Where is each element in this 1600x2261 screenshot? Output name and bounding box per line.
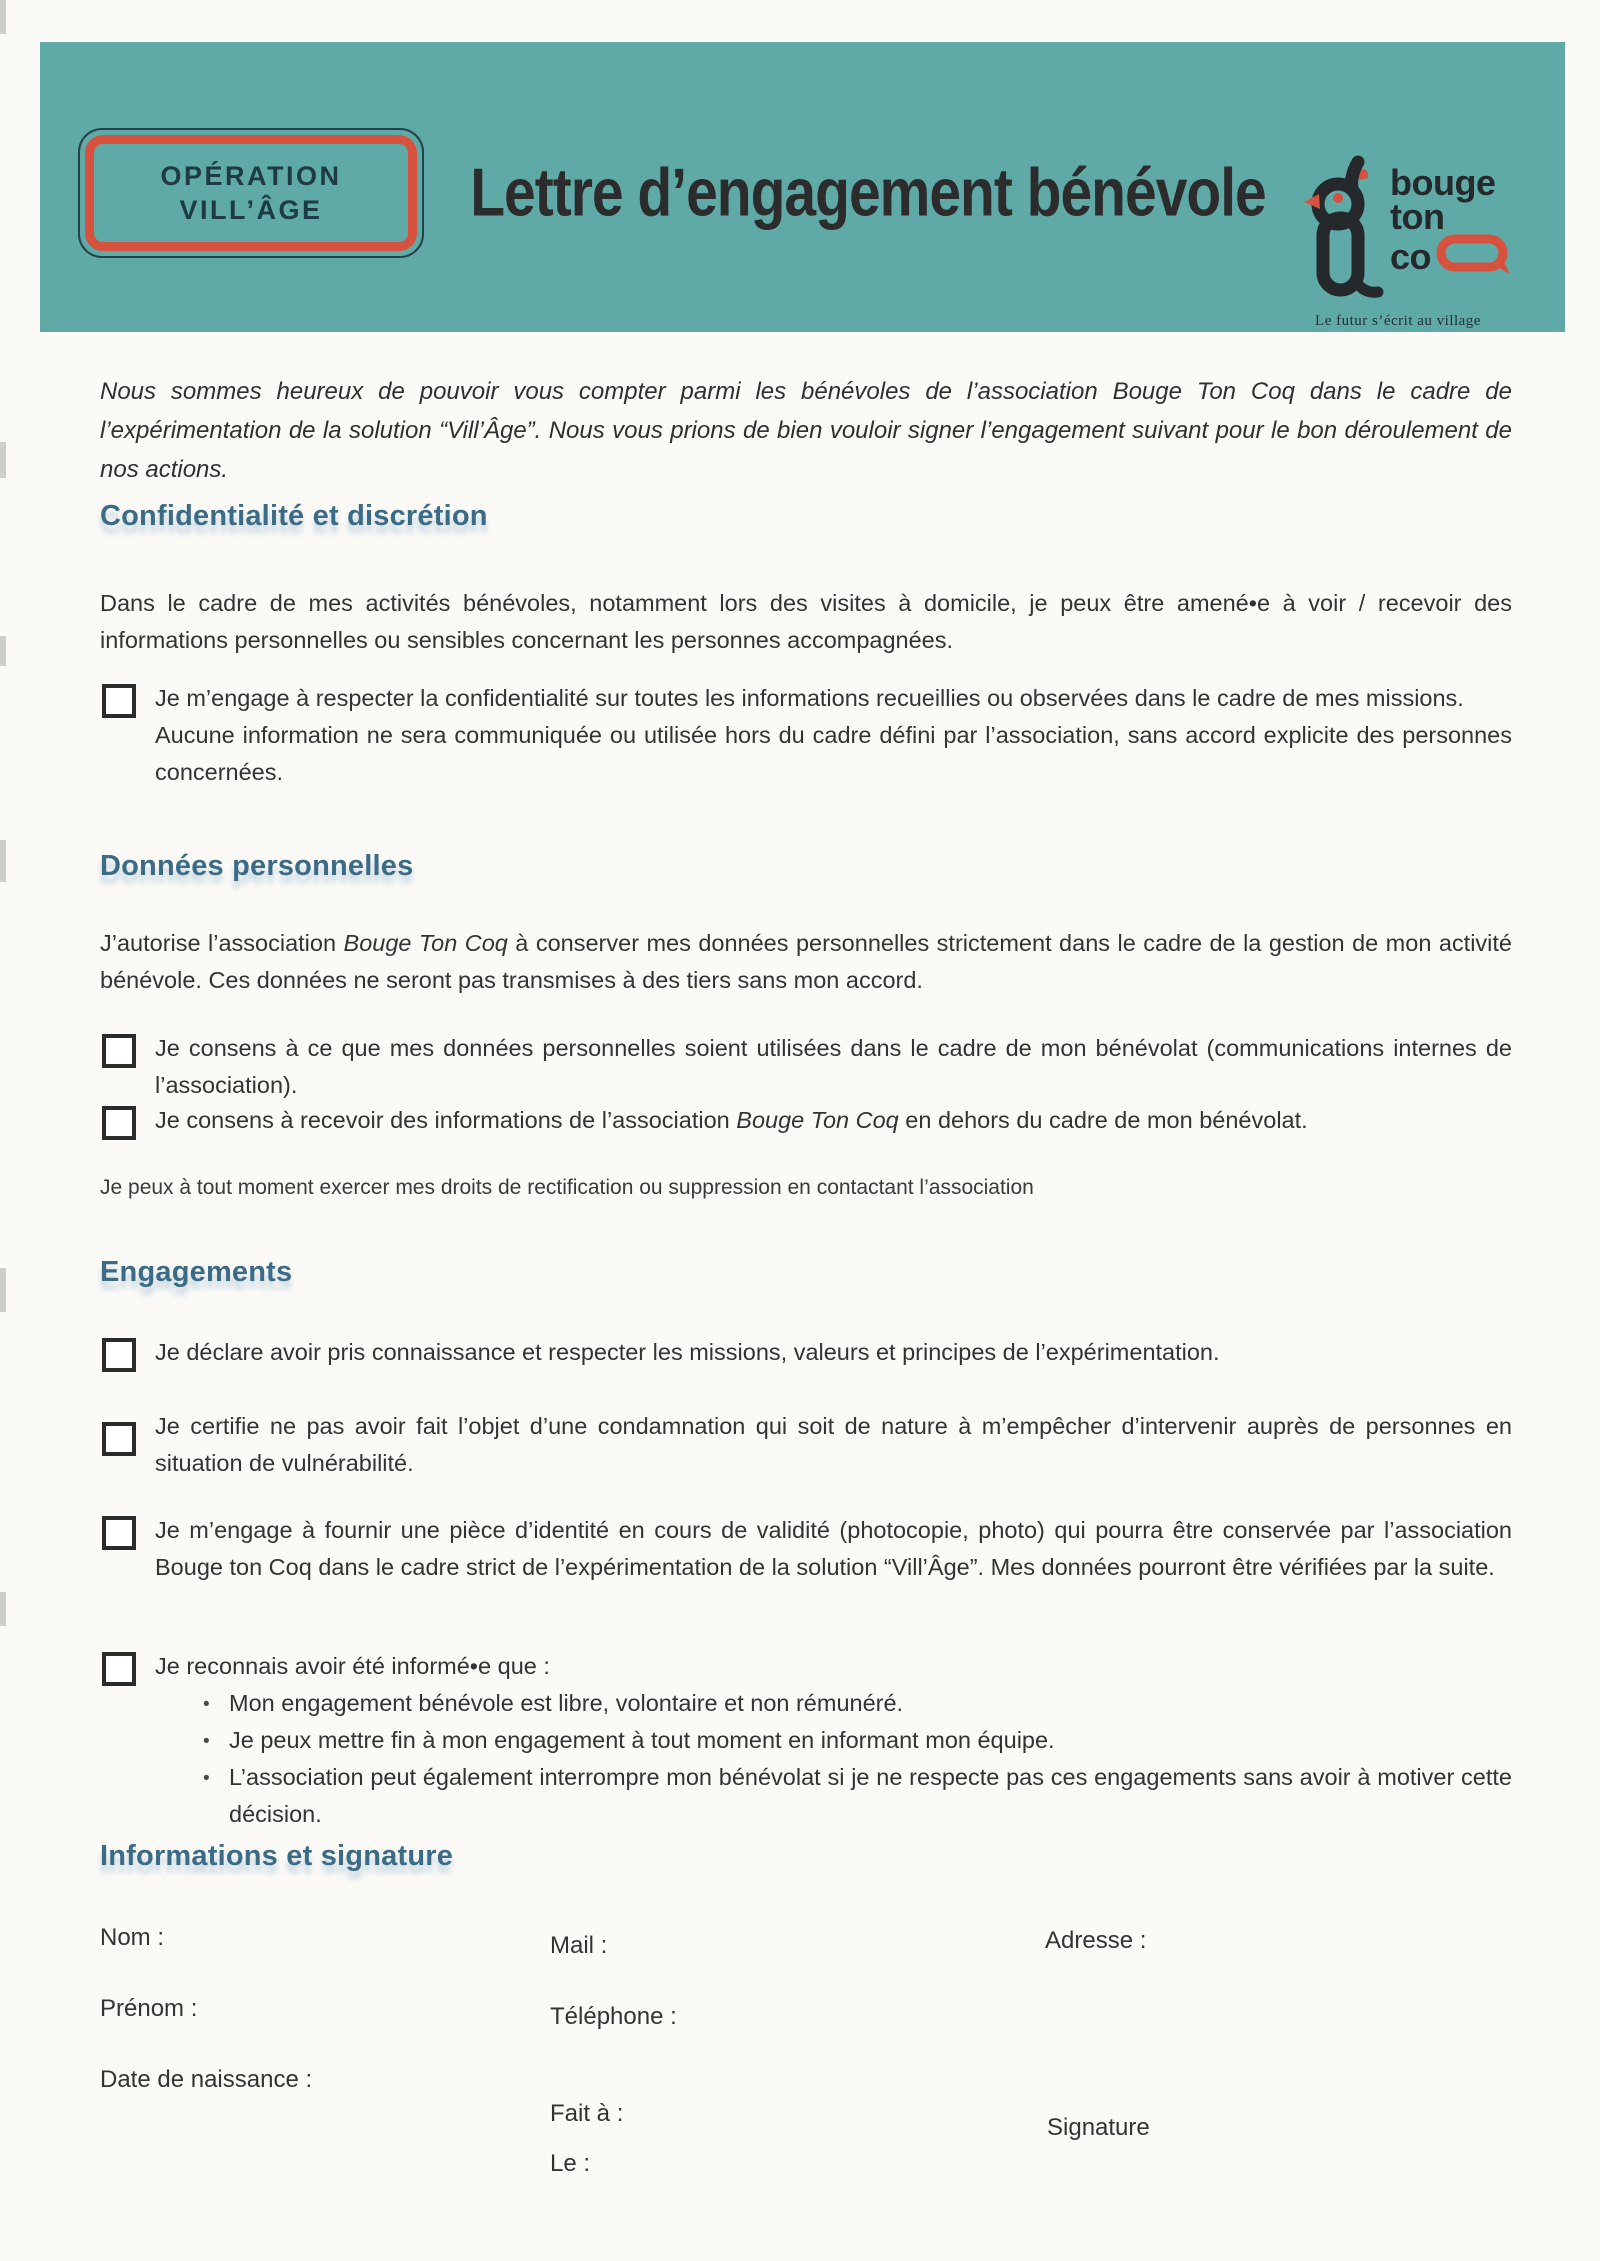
field-label-fait-a: Fait à : (550, 2100, 624, 2127)
checkbox[interactable] (102, 1422, 136, 1456)
checkbox-item-condamnation (102, 1408, 1512, 1482)
checkbox-label-part1: Je consens à recevoir des informations de l’association (155, 1107, 737, 1133)
donnees-paragraph-part1: J’autorise l’association (100, 930, 344, 956)
scan-artifact (0, 840, 6, 882)
brand-name: Bouge Ton Coq (343, 930, 508, 956)
field-label-mail: Mail : (550, 1932, 608, 1959)
scan-artifact (0, 1592, 6, 1626)
badge-frame (85, 135, 417, 251)
operation-village-badge (78, 128, 424, 258)
field-label-signature: Signature (1047, 2114, 1150, 2141)
checkbox-item-consentement-interne (102, 1030, 1512, 1104)
scan-artifact (0, 636, 6, 666)
checkbox[interactable] (102, 1338, 136, 1372)
checkbox[interactable] (102, 1106, 136, 1140)
confidentialite-paragraph: Dans le cadre de mes activités bénévoles, notamment lors des visites à domicile, je peux être amené•e à voir / recevoir des informations personnelles ou sensibles concernant les personnes accompagnées. (100, 590, 1512, 653)
checkbox-item-confidentialite (102, 680, 1512, 791)
checkbox-label: Je reconnais avoir été informé•e que : (155, 1653, 550, 1679)
scan-artifact (0, 0, 6, 34)
checkbox[interactable] (102, 684, 136, 718)
bullet-item: • Mon engagement bénévole est libre, volontaire et non rémunéré. (203, 1685, 1512, 1722)
checkbox-label: Je certifie ne pas avoir fait l’objet d’une condamnation qui soit de nature à m’empêcher d’intervenir auprès de personnes en situation de vulnérabilité. (155, 1413, 1512, 1476)
donnees-paragraph-part2: à conserver mes données personnelles strictement dans le cadre de la gestion de mon activité bénévole. Ces données ne seront pas transmises à des tiers sans mon accord. (100, 930, 1512, 993)
scan-artifact (0, 1268, 6, 1312)
engagements-bullet-list (155, 1685, 1512, 1833)
checkbox-label: Je m’engage à respecter la confidentialité sur toutes les informations recueillies ou observées dans le cadre de mes missions. (155, 685, 1464, 711)
field-label-adresse: Adresse : (1045, 1927, 1147, 1954)
checkbox-label: Je consens à ce que mes données personnelles soient utilisées dans le cadre de mon bénévolat (communications internes de l’association). (155, 1035, 1512, 1098)
section-heading-donnees: Données personnelles (100, 850, 414, 882)
logo-wordmark (1390, 162, 1514, 279)
checkbox-label: Je m’engage à fournir une pièce d’identité en cours de validité (photocopie, photo) qui pourra être conservée par l’association Bouge ton Coq dans le cadre strict de l’expérimentation de la solution “Vill’Âge”. Mes données pourront être vérifiées par la suite. (155, 1517, 1512, 1580)
checkbox-item-piece-identite (102, 1512, 1512, 1586)
rgpd-note: Je peux à tout moment exercer mes droits de rectification ou suppression en contactant l’association (100, 1176, 1034, 1199)
checkbox[interactable] (102, 1034, 136, 1068)
logo-word-bouge: bouge (1390, 162, 1496, 203)
rooster-monogram-icon (1298, 152, 1390, 309)
checkbox-label-part2: en dehors du cadre de mon bénévolat. (898, 1107, 1308, 1133)
checkbox-label (155, 1102, 1512, 1140)
field-label-prenom: Prénom : (100, 1995, 198, 2022)
checkbox-label: Je déclare avoir pris connaissance et respecter les missions, valeurs et principes de l’expérimentation. (155, 1339, 1220, 1365)
field-label-naissance: Date de naissance : (100, 2066, 313, 2093)
bullet-item: • L’association peut également interrompre mon bénévolat si je ne respecte pas ces engagements sans avoir à motiver cette décision. (203, 1759, 1512, 1833)
field-label-telephone: Téléphone : (550, 2003, 677, 2030)
brand-name: Bouge Ton Coq (736, 1107, 899, 1133)
scan-artifact (0, 442, 6, 478)
logo-tagline: Le futur s’écrit au village (1315, 313, 1481, 329)
header-band (40, 42, 1565, 332)
checkbox-item-missions (102, 1334, 1512, 1372)
section-heading-engagements: Engagements (100, 1256, 293, 1288)
bullet-item: • Je peux mettre fin à mon engagement à tout moment en informant mon équipe. (203, 1722, 1512, 1759)
logo-word-ton: ton (1390, 196, 1445, 237)
intro-paragraph: Nous sommes heureux de pouvoir vous compter parmi les bénévoles de l’association Bouge Ton Coq dans le cadre de l’expérimentation de la solution “Vill’Âge”. Nous vous prions de bien vouloir signer l’engagement suivant pour le bon déroulement de nos actions. (100, 378, 1512, 483)
logo-word-co: co (1390, 235, 1432, 277)
checkbox[interactable] (102, 1652, 136, 1686)
field-label-nom: Nom : (100, 1924, 165, 1951)
section-heading-confidentialite: Confidentialité et discrétion (100, 500, 488, 532)
logo-red-q-icon (1436, 234, 1514, 279)
badge-line2: VILL’ÂGE (179, 195, 323, 225)
checkbox-item-consentement-infos (102, 1102, 1512, 1140)
checkbox-label-continued: Aucune information ne sera communiquée ou utilisée hors du cadre défini par l’association, sans accord explicite des personnes concernées. (155, 722, 1512, 785)
checkbox[interactable] (102, 1516, 136, 1550)
bouge-ton-coq-logo (1298, 152, 1518, 330)
section-heading-signature: Informations et signature (100, 1840, 454, 1872)
donnees-paragraph (100, 925, 1512, 999)
field-label-le: Le : (550, 2150, 591, 2177)
checkbox-item-informe (102, 1648, 1512, 1833)
badge-line1: OPÉRATION (160, 161, 342, 191)
document-title: Lettre d’engagement bénévole (470, 155, 1266, 231)
